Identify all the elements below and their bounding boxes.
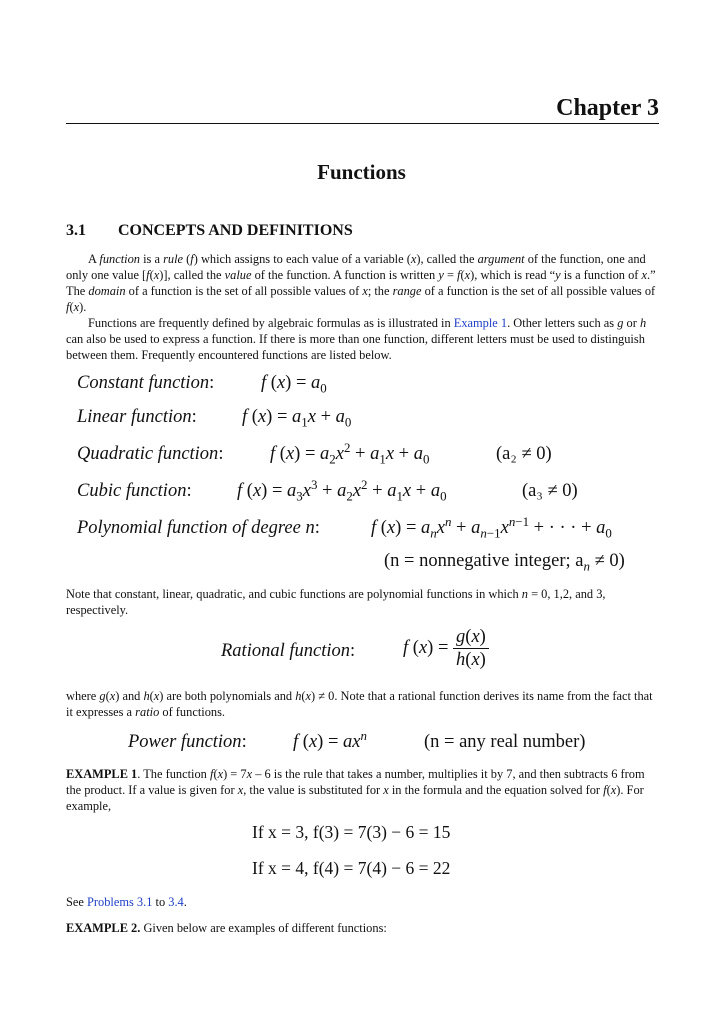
example-1-label: EXAMPLE 1 (66, 767, 138, 781)
problems-3-4-link[interactable]: 3.4 (168, 895, 184, 909)
linear-function-label: Linear function: (77, 407, 197, 427)
note-polynomial: Note that constant, linear, quadratic, and cubic functions are polynomial functions in which n = 0, 1,2, and 3, respectively. (66, 587, 606, 617)
rational-function-formula: f (x) = $\frac{g(x)}{h(x)}$ (403, 626, 489, 671)
section-number: 3.1 (66, 222, 86, 239)
cubic-function-formula: f $(x) = a_3x^3 + a_2x^2 + a_1x + a_0$ (237, 476, 447, 504)
example-1-line-2: If x = 4, f(4) = 7(4) − 6 = 22 (252, 858, 451, 878)
chapter-divider (66, 123, 659, 124)
intro-paragraph-1: A function is a rule (f) which assigns to each value of a variable (x), called the argument of the function, one and only one value [f(x)], called the value of the function. A function is written y = f(x), which is read “y is a function of x.” The domain of a function is the set of all possible values of x; the range of a function is the set of all possible values of f(x). (66, 252, 656, 314)
constant-function-label: Constant function: (77, 373, 215, 393)
page-title: Functions (317, 160, 406, 184)
problems-3-1-link[interactable]: Problems 3.1 (87, 895, 153, 909)
quadratic-function-label: Quadratic function: (77, 444, 224, 464)
cubic-condition: (a₃ ≠ 0) (522, 481, 578, 501)
example-1-line-1: If x = 3, f(3) = 7(3) − 6 = 15 (252, 822, 451, 842)
example-2-paragraph: EXAMPLE 2. Given below are examples of different functions: (66, 921, 387, 935)
intro-paragraph-2: Functions are frequently defined by algebraic formulas as is illustrated in Example 1. Other letters such as g or h can also be used to express a function. If there is more than one function, different letters must be used to distinguish between them. Frequently encountered functions are listed below. (66, 316, 647, 362)
power-condition: (n = any real number) (424, 732, 586, 752)
polynomial-function-label: Polynomial function of degree n: (77, 518, 320, 538)
quadratic-condition: (a₂ ≠ 0) (496, 444, 552, 464)
rational-function-label: Rational function: (221, 641, 356, 661)
constant-function-formula: f $(x) = a_0$ (261, 373, 327, 396)
power-function-label: Power function: (128, 732, 247, 752)
see-problems-line: See Problems 3.1 to 3.4. (66, 895, 187, 909)
example-1-link[interactable]: Example 1 (453, 316, 508, 330)
section-title: CONCEPTS AND DEFINITIONS (118, 222, 353, 239)
polynomial-function-formula: f $(x) = a_nx^n + a_{n-1}x^{n-1}$ + · · · + $a_0$ (371, 513, 612, 541)
example-1-paragraph: EXAMPLE 1. The function f(x) = 7x – 6 is the rule that takes a number, multiplies it by 7, and then subtracts 6 from the product. If a value is given for x, the value is substituted for x in the formula and the equation solved for f(x). For example, (66, 767, 645, 813)
polynomial-condition: (n = nonnegative integer; $a_n \ne 0$) (384, 551, 625, 574)
quadratic-function-formula: f $(x) = a_2x^2 + a_1x + a_0$ (270, 439, 430, 467)
note-rational: where g(x) and h(x) are both polynomials and h(x) ≠ 0. Note that a rational function derives its name from the fact that it expresses a ratio of functions. (66, 689, 653, 719)
cubic-function-label: Cubic function: (77, 481, 192, 501)
linear-function-formula: f $(x) = a_1x + a_0$ (242, 407, 352, 430)
example-2-label: EXAMPLE 2. (66, 921, 141, 935)
chapter-title: Chapter 3 (556, 95, 659, 121)
power-function-formula: f $(x) = ax^n$ (293, 727, 367, 752)
